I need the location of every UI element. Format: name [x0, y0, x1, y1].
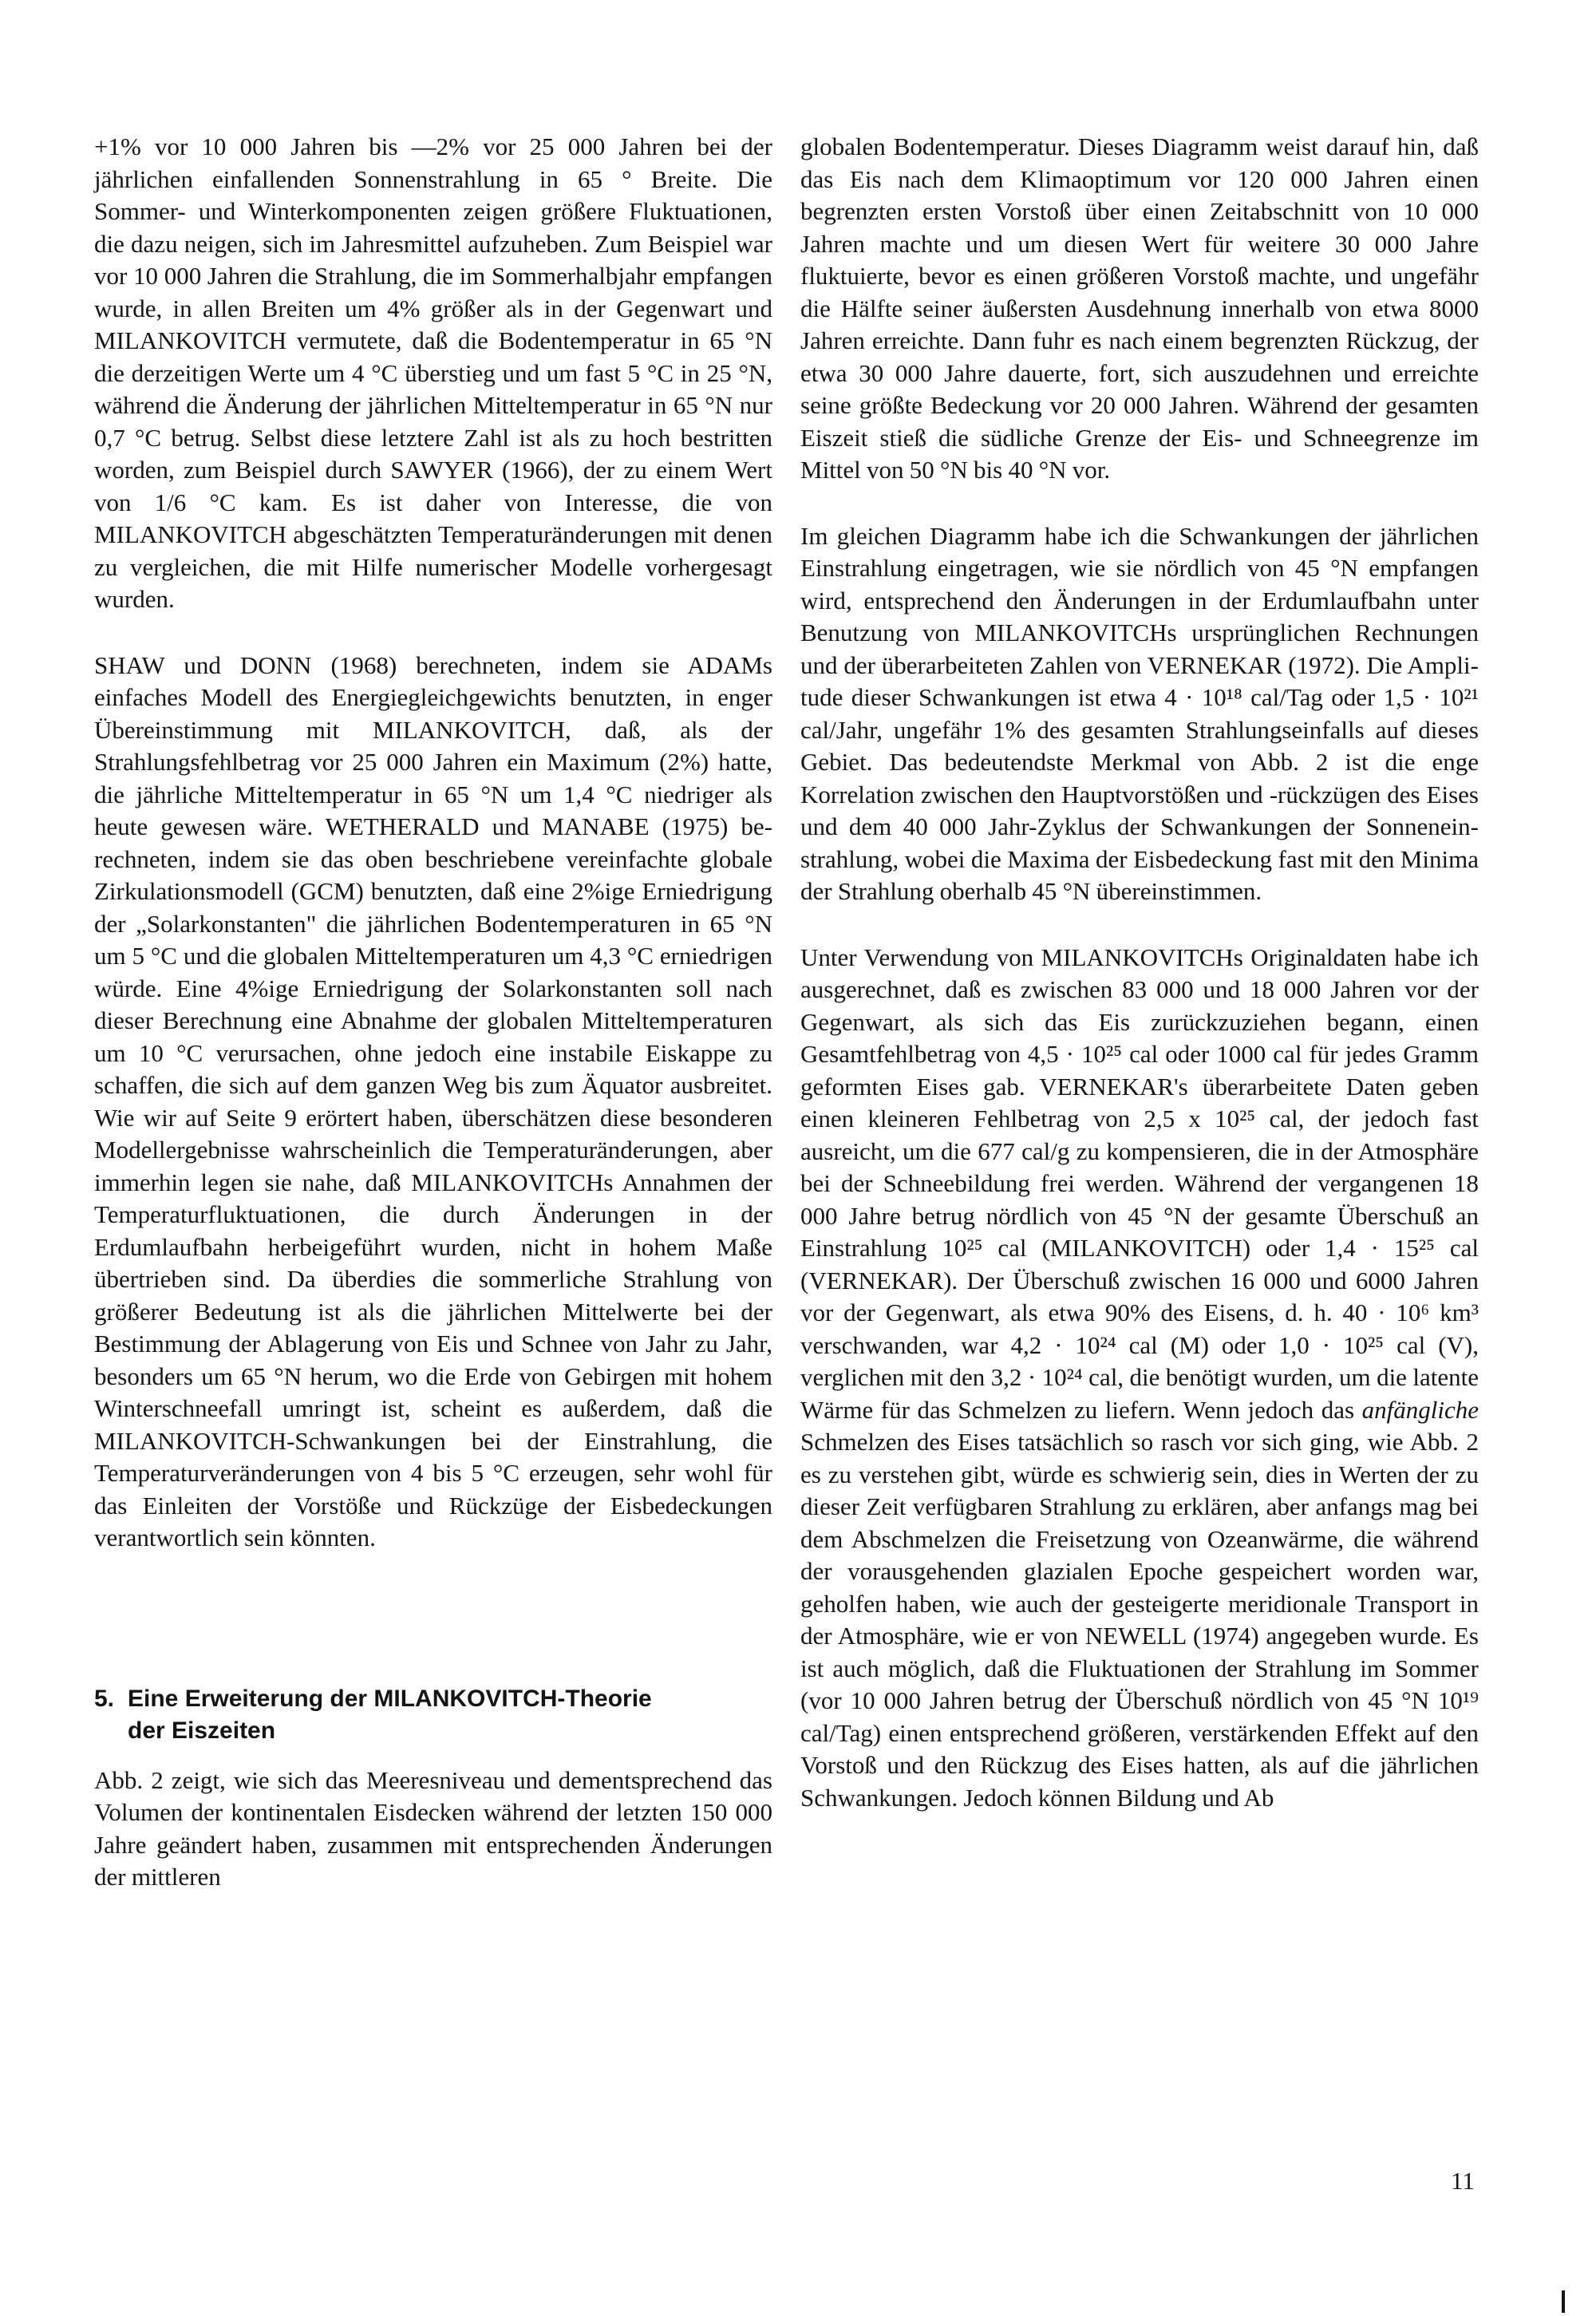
- paragraph: Abb. 2 zeigt, wie sich das Meeresniveau und dementsprechend das Volumen der kontinentalen Eisdecken während der letzten 150 000 Jahre geändert haben, zusammen mit entsprechenden Änderungen der mittleren: [94, 1765, 772, 1891]
- paragraph-gap: [800, 487, 1479, 520]
- paragraph: Im gleichen Diagramm habe ich die Schwankungen der jährlichen Einstrahlung eingetragen, wie sie nördlich von 45 °N empfangen wird, entsprechend den Änderungen in der Erdumlaufbahn unter Benutzung von MILANKOVITCHs ursprünglichen Rechnungen und der überarbeiteten Zahlen von VERNEKAR (1972). Die Amplitude dieser Schwankungen ist etwa 4 · 10¹⁸ cal/Tag oder 1,5 · 10²¹ cal/Jahr, ungefähr 1% des gesamten Strahlungseinfalls auf dieses Gebiet. Das bedeutendste Merkmal von Abb. 2 ist die enge Korrelation zwischen den Hauptvorstößen und -rückzügen des Eises und dem 40 000 Jahr-Zyklus der Schwankungen der Sonneneinstrahlung, wobei die Maxima der Eisbedeckung fast mit den Minima der Strahlung oberhalb 45 °N übereinstimmen.: [800, 521, 1479, 905]
- paragraph-gap: [94, 616, 772, 650]
- paragraph: +1% vor 10 000 Jahren bis —2% vor 25 000 Jahren bei der jährlichen einfallenden Sonnenstrahlung in 65 ° Breite. Die Sommer- und Winterkomponenten zeigen größere Fluktuationen, die dazu neigen, sich im Jahresmittel aufzuheben. Zum Beispiel war vor 10 000 Jahren die Strahlung, die im Sommerhalbjahr empfangen wurde, in allen Breiten um 4% größer als in der Gegenwart und MILANKOVITCH vermutete, daß die Bodentemperatur in 65 °N die derzeitigen Werte um 4 °C überstieg und um fast 5 °C in 25 °N, während die Änderung der jährlichen Mitteltemperatur in 65 °N nur 0,7 °C betrug. Selbst diese letztere Zahl ist als zu hoch bestritten worden, zum Beispiel durch SAWYER (1966), der zu einem Wert von 1/6 °C kam. Es ist daher von Interesse, die von MILANKOVITCH abgeschätzten Temperaturänderungen mit denen zu vergleichen, die mit Hilfe numerischer Modelle vorhergesagt wurden.: [94, 132, 772, 613]
- page-number: 11: [1451, 2167, 1475, 2195]
- scan-edge-mark: [1562, 2290, 1565, 2313]
- paragraph: [800, 942, 1479, 1815]
- text-run: Schmelzen des Eises tatsächlich so rasch vor sich ging, wie Abb. 2 es zu verstehen gibt, würde es schwierig sein, dies in Werten der zu dieser Zeit verfügbaren Strahlung zu erklären, aber anfangs mag bei dem Abschmelzen die Freisetzung von Ozeanwärme, die während der vorausgehenden glazialen Epoche gespeichert worden war, geholfen haben, wie auch der gesteigerte meridionale Transport in der Atmosphäre, wie er von NEWELL (1974) angegeben wurde. Es ist auch möglich, daß die Fluktuationen der Strahlung im Sommer (vor 10 000 Jahren betrug der Überschuß nördlich von 45 °N 10¹⁹ cal/Tag) einen entsprechend größeren, verstärkenden Effekt auf den Vorstoß und den Rückzug des Eises hatten, als auf die jährlichen Schwankungen. Jedoch können Bildung und Ab: [800, 1428, 1479, 1812]
- section-title: [128, 1683, 652, 1747]
- left-column: [94, 131, 772, 1894]
- section-number: 5.: [94, 1685, 115, 1712]
- emphasis: anfängliche: [1361, 1395, 1479, 1424]
- paragraph: SHAW und DONN (1968) berechneten, indem sie ADAMs einfaches Modell des Energiegleichgewichts benutzten, in enger Übereinstimmung mit MILANKOVITCH, daß, als der Strahlungsfehlbetrag vor 25 000 Jahren ein Maximum (2%) hatte, die jährliche Mitteltemperatur in 65 °N um 1,4 °C niedriger als heute gewesen wäre. WETHERALD und MANABE (1975) berechneten, indem sie das oben beschriebene vereinfachte globale Zirkulationsmodell (GCM) benutzten, daß eine 2%ige Erniedrigung der „Solarkonstanten" die jährlichen Bodentemperaturen in 65 °N um 5 °C und die globalen Mitteltemperaturen um 4,3 °C erniedrigen würde. Eine 4%ige Erniedrigung der Solarkonstanten soll nach dieser Berechnung eine Abnahme der globalen Mitteltemperaturen um 10 °C verursachen, ohne jedoch eine instabile Eiskappe zu schaffen, die sich auf dem ganzen Weg bis zum Äquator ausbreitet. Wie wir auf Seite 9 erörtert haben, überschätzen diese besonderen Modellergebnisse wahrscheinlich die Temperaturänderungen, aber immerhin legen sie nahe, daß MILANKOVITCHs Annahmen der Temperaturfluktuationen, die durch Änderungen in der Erdumlaufbahn herbeigeführt wurden, nicht in hohem Maße übertrieben sind. Da überdies die sommerliche Strahlung von größerer Bedeutung ist als die jährlichen Mittelwerte bei der Bestimmung der Ablagerung von Eis und Schnee von Jahr zu Jahr, besonders um 65 °N herum, wo die Erde von Gebirgen mit hohem Winterschneefall umringt ist, scheint es außerdem, daß die MILANKOVITCH-Schwankungen bei der Einstrahlung, die Temperaturveränderungen von 4 bis 5 °C erzeugen, sehr wohl für das Einleiten der Vorstöße und Rückzüge der Eisbedeckungen verantwortlich sein könnten.: [94, 650, 772, 1551]
- section-title-line: der Eiszeiten: [128, 1717, 276, 1744]
- section-title-line: Eine Erweiterung der MILANKOVITCH-Theorie: [128, 1685, 652, 1712]
- paragraph: globalen Bodentemperatur. Dieses Diagramm weist darauf hin, daß das Eis nach dem Klimaoptimum vor 120 000 Jahren einen begrenzten ersten Vorstoß über einen Zeitabschnitt von 10 000 Jahren machte und um diesen Wert für weitere 30 000 Jahre fluktuierte, bevor es einen größeren Vorstoß machte, und ungefähr die Hälfte seiner äußersten Ausdehnung innerhalb von etwa 8000 Jahren erreichte. Dann fuhr es nach einem begrenzten Rückzug, der etwa 30 000 Jahre dauerte, fort, sich auszudehnen und erreichte seine größte Bedeckung vor 20 000 Jahren. Während der gesamten Eiszeit stieß die südliche Grenze der Eis- und Schneegrenze im Mittel von 50 °N bis 40 °N vor.: [800, 132, 1479, 484]
- section-heading: [94, 1683, 772, 1747]
- text-run: Unter Verwendung von MILANKOVITCHs Originaldaten habe ich ausgerechnet, daß es zwischen 83 000 und 18 000 Jahren vor der Gegenwart, als sich das Eis zurückzuziehen begann, einen Gesamtfehlbetrag von 4,5 · 10²⁵ cal oder 1000 cal für jedes Gramm geformten Eises gab. VERNEKAR's überarbeitete Daten geben einen kleineren Fehlbetrag von 2,5 x 10²⁵ cal, der jedoch fast ausreicht, um die 677 cal/g zu kompensieren, die in der Atmosphäre bei der Schneebildung frei werden. Während der vergangenen 18 000 Jahre betrug nördlich von 45 °N der gesamte Überschuß an Einstrahlung 10²⁵ cal (MILANKOVITCH) oder 1,4 · 15²⁵ cal (VERNEKAR). Der Überschuß zwischen 16 000 und 6000 Jahren vor der Gegenwart, als etwa 90% des Eisens, d. h. 40 · 10⁶ km³ verschwanden, war 4,2 · 10²⁴ cal (M) oder 1,0 · 10²⁵ cal (V), verglichen mit den 3,2 · 10²⁴ cal, die benötigt wurden, um die latente Wärme für das Schmelzen zu liefern. Wenn jedoch das: [800, 943, 1479, 1424]
- right-column: [800, 131, 1479, 1814]
- heading-gap: [94, 1747, 772, 1765]
- paragraph-gap: [800, 908, 1479, 942]
- section-gap: [94, 1555, 772, 1683]
